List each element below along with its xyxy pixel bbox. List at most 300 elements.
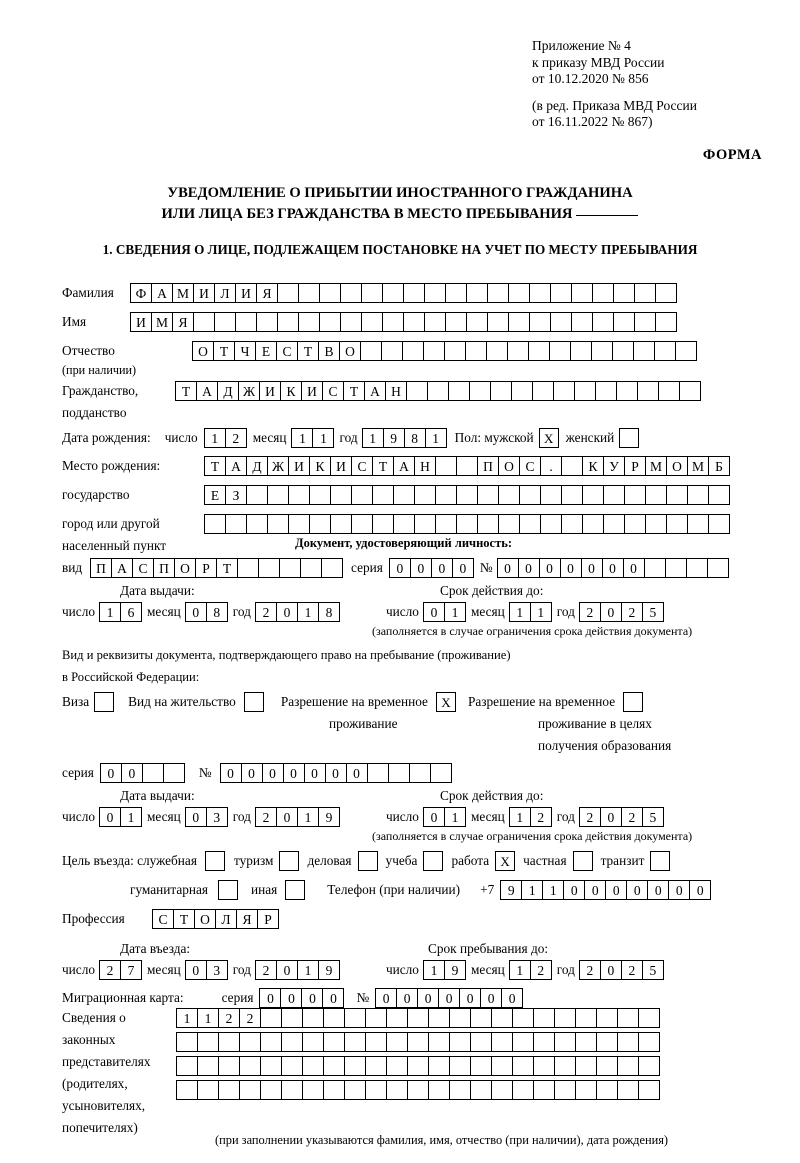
char-cell[interactable] bbox=[675, 341, 697, 361]
char-cell[interactable] bbox=[645, 485, 667, 505]
char-cell[interactable] bbox=[406, 381, 428, 401]
char-cell[interactable] bbox=[466, 283, 488, 303]
char-cell[interactable] bbox=[428, 1080, 450, 1100]
char-cell[interactable] bbox=[267, 485, 289, 505]
char-cell[interactable]: 0 bbox=[121, 763, 143, 783]
char-cell[interactable]: М bbox=[172, 283, 194, 303]
char-cell[interactable] bbox=[424, 312, 446, 332]
char-cell[interactable] bbox=[575, 1080, 597, 1100]
char-cell[interactable] bbox=[477, 485, 499, 505]
char-cell[interactable] bbox=[193, 312, 215, 332]
char-cell[interactable]: 5 bbox=[642, 602, 664, 622]
legal-rep-line4-input[interactable] bbox=[176, 1080, 660, 1100]
char-cell[interactable]: А bbox=[225, 456, 247, 476]
purpose-business-checkbox[interactable] bbox=[358, 851, 378, 871]
char-cell[interactable] bbox=[507, 341, 529, 361]
char-cell[interactable] bbox=[638, 1080, 660, 1100]
char-cell[interactable] bbox=[561, 456, 583, 476]
char-cell[interactable]: П bbox=[153, 558, 175, 578]
char-cell[interactable] bbox=[361, 312, 383, 332]
stay-month-input[interactable] bbox=[509, 960, 552, 980]
char-cell[interactable] bbox=[487, 312, 509, 332]
char-cell[interactable]: 2 bbox=[255, 602, 277, 622]
char-cell[interactable] bbox=[351, 514, 373, 534]
char-cell[interactable] bbox=[428, 1032, 450, 1052]
char-cell[interactable] bbox=[340, 283, 362, 303]
char-cell[interactable]: 3 bbox=[206, 807, 228, 827]
char-cell[interactable] bbox=[393, 485, 415, 505]
char-cell[interactable]: 0 bbox=[410, 558, 432, 578]
char-cell[interactable]: С bbox=[519, 456, 541, 476]
char-cell[interactable] bbox=[603, 514, 625, 534]
char-cell[interactable] bbox=[519, 485, 541, 505]
char-cell[interactable] bbox=[687, 485, 709, 505]
char-cell[interactable] bbox=[197, 1080, 219, 1100]
char-cell[interactable] bbox=[582, 485, 604, 505]
char-cell[interactable] bbox=[403, 283, 425, 303]
birth-month-input[interactable] bbox=[291, 428, 334, 448]
char-cell[interactable] bbox=[624, 514, 646, 534]
char-cell[interactable]: 2 bbox=[99, 960, 121, 980]
char-cell[interactable] bbox=[444, 341, 466, 361]
edu-residence-checkbox[interactable] bbox=[623, 692, 643, 712]
doc-valid-month-input[interactable] bbox=[509, 602, 552, 622]
char-cell[interactable] bbox=[487, 283, 509, 303]
char-cell[interactable] bbox=[176, 1080, 198, 1100]
char-cell[interactable] bbox=[298, 283, 320, 303]
char-cell[interactable] bbox=[613, 283, 635, 303]
char-cell[interactable] bbox=[540, 485, 562, 505]
char-cell[interactable] bbox=[277, 312, 299, 332]
char-cell[interactable]: 1 bbox=[509, 602, 531, 622]
char-cell[interactable] bbox=[470, 1056, 492, 1076]
char-cell[interactable]: Ж bbox=[238, 381, 260, 401]
char-cell[interactable] bbox=[449, 1032, 471, 1052]
char-cell[interactable]: Ж bbox=[267, 456, 289, 476]
char-cell[interactable] bbox=[414, 485, 436, 505]
purpose-study-checkbox[interactable] bbox=[423, 851, 443, 871]
char-cell[interactable]: 0 bbox=[602, 558, 624, 578]
char-cell[interactable] bbox=[708, 485, 730, 505]
char-cell[interactable] bbox=[470, 1008, 492, 1028]
char-cell[interactable]: 0 bbox=[497, 558, 519, 578]
char-cell[interactable]: 0 bbox=[605, 880, 627, 900]
char-cell[interactable] bbox=[218, 1080, 240, 1100]
char-cell[interactable] bbox=[655, 283, 677, 303]
char-cell[interactable] bbox=[617, 1032, 639, 1052]
char-cell[interactable]: 8 bbox=[206, 602, 228, 622]
char-cell[interactable] bbox=[529, 283, 551, 303]
char-cell[interactable] bbox=[603, 485, 625, 505]
char-cell[interactable]: А bbox=[111, 558, 133, 578]
char-cell[interactable]: Я bbox=[236, 909, 258, 929]
char-cell[interactable] bbox=[407, 1032, 429, 1052]
char-cell[interactable] bbox=[456, 514, 478, 534]
char-cell[interactable] bbox=[445, 312, 467, 332]
doc-issue-month-input[interactable] bbox=[185, 602, 228, 622]
char-cell[interactable]: С bbox=[351, 456, 373, 476]
char-cell[interactable] bbox=[267, 514, 289, 534]
char-cell[interactable]: 0 bbox=[283, 763, 305, 783]
char-cell[interactable]: 9 bbox=[318, 960, 340, 980]
char-cell[interactable] bbox=[237, 558, 259, 578]
char-cell[interactable] bbox=[470, 1032, 492, 1052]
char-cell[interactable]: 2 bbox=[218, 1008, 240, 1028]
char-cell[interactable]: 0 bbox=[262, 763, 284, 783]
char-cell[interactable]: 2 bbox=[239, 1008, 261, 1028]
char-cell[interactable] bbox=[407, 1056, 429, 1076]
char-cell[interactable]: А bbox=[364, 381, 386, 401]
char-cell[interactable] bbox=[302, 1008, 324, 1028]
char-cell[interactable]: И bbox=[259, 381, 281, 401]
char-cell[interactable]: 1 bbox=[291, 428, 313, 448]
legal-rep-line1-input[interactable] bbox=[176, 1008, 660, 1028]
char-cell[interactable]: Р bbox=[624, 456, 646, 476]
char-cell[interactable] bbox=[260, 1056, 282, 1076]
char-cell[interactable] bbox=[554, 1008, 576, 1028]
char-cell[interactable]: 1 bbox=[423, 960, 445, 980]
char-cell[interactable] bbox=[218, 1056, 240, 1076]
char-cell[interactable]: 1 bbox=[444, 602, 466, 622]
char-cell[interactable]: И bbox=[130, 312, 152, 332]
char-cell[interactable]: 0 bbox=[518, 558, 540, 578]
char-cell[interactable]: 2 bbox=[579, 807, 601, 827]
char-cell[interactable] bbox=[645, 514, 667, 534]
char-cell[interactable]: 0 bbox=[417, 988, 439, 1008]
char-cell[interactable] bbox=[466, 312, 488, 332]
char-cell[interactable] bbox=[323, 1080, 345, 1100]
char-cell[interactable]: 9 bbox=[444, 960, 466, 980]
char-cell[interactable]: 0 bbox=[99, 807, 121, 827]
char-cell[interactable] bbox=[491, 1008, 513, 1028]
stay-year-input[interactable] bbox=[579, 960, 664, 980]
char-cell[interactable]: М bbox=[687, 456, 709, 476]
char-cell[interactable] bbox=[658, 381, 680, 401]
char-cell[interactable]: 0 bbox=[301, 988, 323, 1008]
char-cell[interactable] bbox=[596, 1056, 618, 1076]
char-cell[interactable] bbox=[617, 1008, 639, 1028]
char-cell[interactable] bbox=[512, 1080, 534, 1100]
doc-series-input[interactable] bbox=[389, 558, 474, 578]
legal-rep-line2-input[interactable] bbox=[176, 1032, 660, 1052]
char-cell[interactable] bbox=[553, 381, 575, 401]
char-cell[interactable] bbox=[554, 1056, 576, 1076]
char-cell[interactable]: 1 bbox=[312, 428, 334, 448]
char-cell[interactable] bbox=[612, 341, 634, 361]
char-cell[interactable] bbox=[533, 1080, 555, 1100]
char-cell[interactable]: А bbox=[151, 283, 173, 303]
char-cell[interactable]: 1 bbox=[362, 428, 384, 448]
char-cell[interactable]: О bbox=[498, 456, 520, 476]
char-cell[interactable]: Ч bbox=[234, 341, 256, 361]
char-cell[interactable]: 0 bbox=[581, 558, 603, 578]
permit-number-input[interactable] bbox=[220, 763, 452, 783]
char-cell[interactable] bbox=[321, 558, 343, 578]
profession-input[interactable] bbox=[152, 909, 279, 929]
char-cell[interactable] bbox=[435, 485, 457, 505]
char-cell[interactable] bbox=[486, 341, 508, 361]
char-cell[interactable] bbox=[477, 514, 499, 534]
char-cell[interactable] bbox=[302, 1032, 324, 1052]
char-cell[interactable] bbox=[666, 514, 688, 534]
char-cell[interactable]: И bbox=[235, 283, 257, 303]
char-cell[interactable] bbox=[549, 341, 571, 361]
char-cell[interactable] bbox=[532, 381, 554, 401]
char-cell[interactable] bbox=[533, 1032, 555, 1052]
char-cell[interactable] bbox=[490, 381, 512, 401]
char-cell[interactable]: Е bbox=[204, 485, 226, 505]
birth-day-input[interactable] bbox=[204, 428, 247, 448]
legal-rep-line3-input[interactable] bbox=[176, 1056, 660, 1076]
char-cell[interactable]: К bbox=[309, 456, 331, 476]
entry-day-input[interactable] bbox=[99, 960, 142, 980]
char-cell[interactable] bbox=[634, 283, 656, 303]
char-cell[interactable]: Т bbox=[297, 341, 319, 361]
char-cell[interactable]: 2 bbox=[621, 602, 643, 622]
char-cell[interactable]: 1 bbox=[509, 807, 531, 827]
char-cell[interactable] bbox=[512, 1032, 534, 1052]
char-cell[interactable]: 0 bbox=[600, 602, 622, 622]
char-cell[interactable]: 2 bbox=[255, 960, 277, 980]
char-cell[interactable] bbox=[260, 1008, 282, 1028]
char-cell[interactable]: 5 bbox=[642, 960, 664, 980]
char-cell[interactable]: 0 bbox=[375, 988, 397, 1008]
char-cell[interactable] bbox=[403, 312, 425, 332]
char-cell[interactable] bbox=[302, 1056, 324, 1076]
char-cell[interactable] bbox=[381, 341, 403, 361]
char-cell[interactable]: 0 bbox=[322, 988, 344, 1008]
char-cell[interactable]: 2 bbox=[621, 807, 643, 827]
char-cell[interactable] bbox=[298, 312, 320, 332]
birthplace-line2-input[interactable] bbox=[204, 485, 730, 505]
char-cell[interactable]: 1 bbox=[197, 1008, 219, 1028]
char-cell[interactable]: 1 bbox=[297, 960, 319, 980]
char-cell[interactable]: К bbox=[582, 456, 604, 476]
char-cell[interactable]: 0 bbox=[220, 763, 242, 783]
char-cell[interactable] bbox=[386, 1056, 408, 1076]
purpose-tourism-checkbox[interactable] bbox=[279, 851, 299, 871]
char-cell[interactable]: 5 bbox=[642, 807, 664, 827]
char-cell[interactable] bbox=[512, 1008, 534, 1028]
char-cell[interactable] bbox=[344, 1032, 366, 1052]
char-cell[interactable] bbox=[281, 1080, 303, 1100]
char-cell[interactable] bbox=[235, 312, 257, 332]
char-cell[interactable] bbox=[382, 283, 404, 303]
doc-issue-year-input[interactable] bbox=[255, 602, 340, 622]
char-cell[interactable] bbox=[592, 312, 614, 332]
char-cell[interactable] bbox=[372, 485, 394, 505]
char-cell[interactable] bbox=[214, 312, 236, 332]
char-cell[interactable]: 0 bbox=[626, 880, 648, 900]
char-cell[interactable] bbox=[638, 1056, 660, 1076]
char-cell[interactable]: 1 bbox=[99, 602, 121, 622]
char-cell[interactable]: 2 bbox=[579, 602, 601, 622]
char-cell[interactable] bbox=[323, 1032, 345, 1052]
char-cell[interactable] bbox=[365, 1080, 387, 1100]
char-cell[interactable] bbox=[309, 485, 331, 505]
char-cell[interactable] bbox=[176, 1032, 198, 1052]
char-cell[interactable] bbox=[491, 1080, 513, 1100]
char-cell[interactable] bbox=[344, 1080, 366, 1100]
char-cell[interactable] bbox=[372, 514, 394, 534]
char-cell[interactable]: 0 bbox=[689, 880, 711, 900]
char-cell[interactable]: 1 bbox=[521, 880, 543, 900]
char-cell[interactable]: 0 bbox=[563, 880, 585, 900]
char-cell[interactable] bbox=[596, 1008, 618, 1028]
char-cell[interactable] bbox=[449, 1008, 471, 1028]
char-cell[interactable]: 2 bbox=[621, 960, 643, 980]
char-cell[interactable]: 0 bbox=[276, 807, 298, 827]
char-cell[interactable]: Т bbox=[213, 341, 235, 361]
migration-number-input[interactable] bbox=[375, 988, 523, 1008]
permit-valid-month-input[interactable] bbox=[509, 807, 552, 827]
char-cell[interactable] bbox=[386, 1032, 408, 1052]
char-cell[interactable] bbox=[491, 1032, 513, 1052]
char-cell[interactable]: 1 bbox=[204, 428, 226, 448]
char-cell[interactable] bbox=[511, 381, 533, 401]
char-cell[interactable]: Т bbox=[175, 381, 197, 401]
char-cell[interactable]: Я bbox=[172, 312, 194, 332]
char-cell[interactable]: 0 bbox=[647, 880, 669, 900]
char-cell[interactable] bbox=[319, 283, 341, 303]
char-cell[interactable] bbox=[246, 514, 268, 534]
char-cell[interactable]: 1 bbox=[176, 1008, 198, 1028]
char-cell[interactable] bbox=[550, 283, 572, 303]
char-cell[interactable] bbox=[300, 558, 322, 578]
sex-female-checkbox[interactable] bbox=[619, 428, 639, 448]
char-cell[interactable] bbox=[533, 1008, 555, 1028]
char-cell[interactable]: 0 bbox=[560, 558, 582, 578]
char-cell[interactable]: С bbox=[276, 341, 298, 361]
surname-input[interactable] bbox=[130, 283, 677, 303]
char-cell[interactable]: А bbox=[196, 381, 218, 401]
permit-issue-day-input[interactable] bbox=[99, 807, 142, 827]
char-cell[interactable]: 0 bbox=[539, 558, 561, 578]
char-cell[interactable] bbox=[344, 1056, 366, 1076]
char-cell[interactable] bbox=[256, 312, 278, 332]
char-cell[interactable] bbox=[445, 283, 467, 303]
char-cell[interactable]: 0 bbox=[325, 763, 347, 783]
char-cell[interactable] bbox=[258, 558, 280, 578]
char-cell[interactable] bbox=[469, 381, 491, 401]
char-cell[interactable]: 1 bbox=[120, 807, 142, 827]
char-cell[interactable]: 0 bbox=[100, 763, 122, 783]
char-cell[interactable] bbox=[617, 1056, 639, 1076]
phone-input[interactable] bbox=[500, 880, 711, 900]
purpose-work-checkbox[interactable]: Х bbox=[495, 851, 515, 871]
char-cell[interactable] bbox=[386, 1080, 408, 1100]
temp-residence-checkbox[interactable]: Х bbox=[436, 692, 456, 712]
char-cell[interactable]: 0 bbox=[304, 763, 326, 783]
char-cell[interactable] bbox=[679, 381, 701, 401]
char-cell[interactable]: О bbox=[339, 341, 361, 361]
char-cell[interactable]: С bbox=[322, 381, 344, 401]
char-cell[interactable]: Т bbox=[216, 558, 238, 578]
char-cell[interactable] bbox=[365, 1008, 387, 1028]
char-cell[interactable] bbox=[638, 1032, 660, 1052]
char-cell[interactable] bbox=[574, 381, 596, 401]
char-cell[interactable] bbox=[595, 381, 617, 401]
char-cell[interactable] bbox=[365, 1056, 387, 1076]
char-cell[interactable]: 0 bbox=[280, 988, 302, 1008]
char-cell[interactable]: 0 bbox=[431, 558, 453, 578]
char-cell[interactable] bbox=[288, 514, 310, 534]
purpose-transit-checkbox[interactable] bbox=[650, 851, 670, 871]
char-cell[interactable]: У bbox=[603, 456, 625, 476]
char-cell[interactable] bbox=[424, 283, 446, 303]
char-cell[interactable] bbox=[613, 312, 635, 332]
char-cell[interactable] bbox=[686, 558, 708, 578]
char-cell[interactable]: 0 bbox=[276, 960, 298, 980]
char-cell[interactable] bbox=[414, 514, 436, 534]
char-cell[interactable] bbox=[634, 312, 656, 332]
char-cell[interactable]: О bbox=[174, 558, 196, 578]
char-cell[interactable] bbox=[644, 558, 666, 578]
char-cell[interactable]: 0 bbox=[185, 960, 207, 980]
char-cell[interactable] bbox=[319, 312, 341, 332]
doc-number-input[interactable] bbox=[497, 558, 729, 578]
permit-issue-month-input[interactable] bbox=[185, 807, 228, 827]
char-cell[interactable]: 1 bbox=[542, 880, 564, 900]
char-cell[interactable]: А bbox=[393, 456, 415, 476]
permit-valid-year-input[interactable] bbox=[579, 807, 664, 827]
doc-kind-input[interactable] bbox=[90, 558, 343, 578]
char-cell[interactable]: Т bbox=[372, 456, 394, 476]
char-cell[interactable] bbox=[540, 514, 562, 534]
char-cell[interactable] bbox=[448, 381, 470, 401]
doc-issue-day-input[interactable] bbox=[99, 602, 142, 622]
char-cell[interactable] bbox=[465, 341, 487, 361]
char-cell[interactable] bbox=[288, 485, 310, 505]
permit-valid-day-input[interactable] bbox=[423, 807, 466, 827]
char-cell[interactable] bbox=[197, 1032, 219, 1052]
residence-permit-checkbox[interactable] bbox=[244, 692, 264, 712]
char-cell[interactable]: 9 bbox=[318, 807, 340, 827]
char-cell[interactable] bbox=[351, 485, 373, 505]
char-cell[interactable]: 0 bbox=[459, 988, 481, 1008]
char-cell[interactable]: . bbox=[540, 456, 562, 476]
char-cell[interactable]: 6 bbox=[120, 602, 142, 622]
char-cell[interactable] bbox=[582, 514, 604, 534]
char-cell[interactable] bbox=[624, 485, 646, 505]
char-cell[interactable]: 0 bbox=[452, 558, 474, 578]
purpose-service-checkbox[interactable] bbox=[205, 851, 225, 871]
char-cell[interactable] bbox=[344, 1008, 366, 1028]
char-cell[interactable] bbox=[707, 558, 729, 578]
char-cell[interactable]: С bbox=[132, 558, 154, 578]
char-cell[interactable]: 0 bbox=[389, 558, 411, 578]
birthplace-line3-input[interactable] bbox=[204, 514, 730, 534]
char-cell[interactable]: 0 bbox=[501, 988, 523, 1008]
char-cell[interactable] bbox=[367, 763, 389, 783]
char-cell[interactable] bbox=[533, 1056, 555, 1076]
char-cell[interactable]: Н bbox=[414, 456, 436, 476]
doc-valid-year-input[interactable] bbox=[579, 602, 664, 622]
char-cell[interactable] bbox=[561, 485, 583, 505]
char-cell[interactable]: Е bbox=[255, 341, 277, 361]
char-cell[interactable] bbox=[508, 312, 530, 332]
char-cell[interactable]: 0 bbox=[423, 807, 445, 827]
char-cell[interactable] bbox=[592, 283, 614, 303]
char-cell[interactable]: Л bbox=[215, 909, 237, 929]
char-cell[interactable]: 0 bbox=[423, 602, 445, 622]
char-cell[interactable]: 2 bbox=[530, 807, 552, 827]
char-cell[interactable]: Я bbox=[256, 283, 278, 303]
permit-series-input[interactable] bbox=[100, 763, 185, 783]
char-cell[interactable] bbox=[498, 485, 520, 505]
char-cell[interactable] bbox=[508, 283, 530, 303]
char-cell[interactable]: 0 bbox=[438, 988, 460, 1008]
